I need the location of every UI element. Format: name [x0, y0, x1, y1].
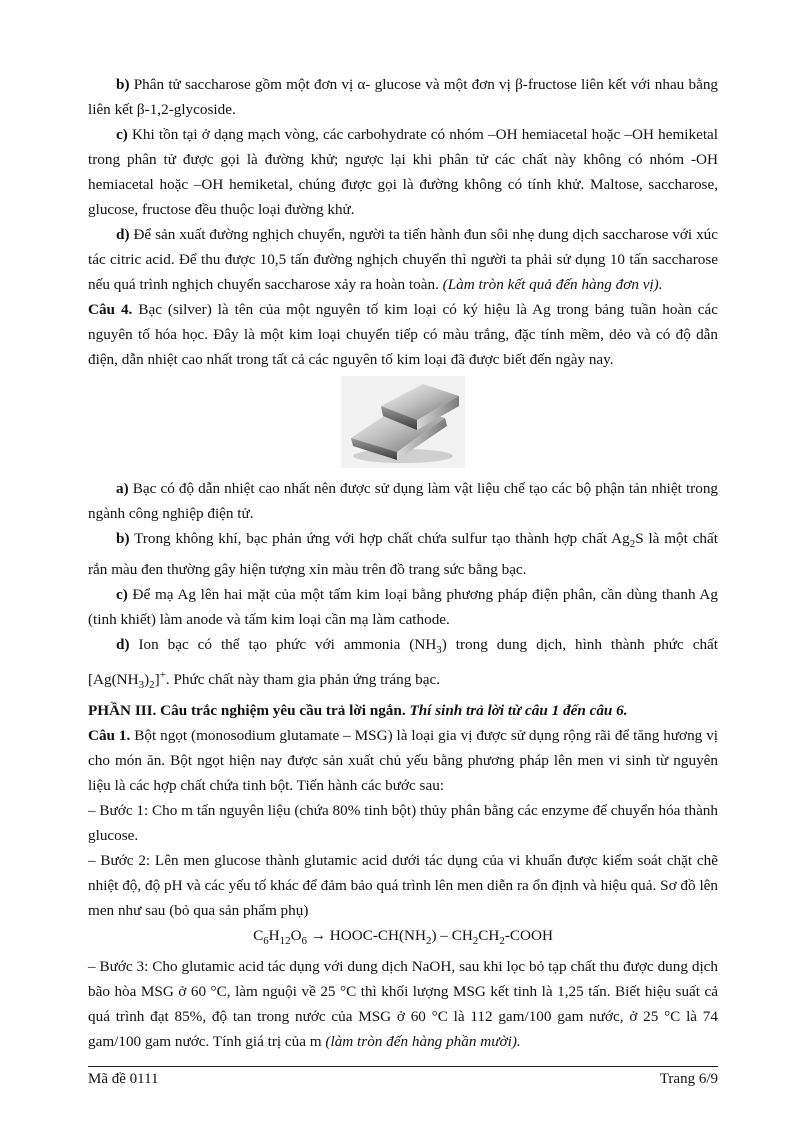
statement-4d: d) Ion bạc có thể tạo phức với ammonia $(NH_3)$ trong dung dịch, hình thành phức chất $[Ag(NH_3)_2]^+$. Phức chất này tham gia phản ứng tráng bạc. — [88, 636, 719, 692]
exam-code: Mã đề 0111 — [88, 1071, 159, 1087]
statement-3d: d) Để sản xuất đường nghịch chuyển, người ta tiến hành đun sôi nhẹ dung dịch saccharose với xúc tác citric acid. Để thu được 10,5 tấn đường nghịch chuyển thì người ta phải sử dụng 10 tấn saccharose nếu quá trình nghịch chuyển saccharose xảy ra hoàn toàn. (Làm tròn kết quả đến hàng đơn vị). — [88, 226, 719, 293]
part-3-heading: PHẦN III. Câu trắc nghiệm yêu cầu trả lời ngắn. Thí sinh trả lời từ câu 1 đến câu 6. — [88, 702, 628, 720]
statement-4c: c) Để mạ Ag lên hai mặt của một tấm kim loại bằng phương pháp điện phân, cần dùng thanh Ag (tinh khiết) làm anode và tấm kim loại cần mạ làm cathode. — [88, 586, 718, 629]
question-1-intro: Câu 1. Bột ngọt (monosodium glutamate – MSG) là loại gia vị được sử dụng rộng rãi để tăng hương vị cho món ăn. Bột ngọt hiện nay được sản xuất chủ yếu bằng phương pháp lên men vi sinh từ nguyên liệu là các hợp chất chứa tinh bột. Tiến hành các bước sau: — [88, 727, 719, 795]
fermentation-equation: $C_6H_{12}O_6$ → HOOC-$CH(NH_2)$ – $CH_2CH_2$-COOH — [253, 927, 553, 948]
page-footer — [88, 1071, 718, 1088]
page-content — [88, 72, 718, 1054]
question-4-intro: Câu 4. Bạc (silver) là tên của một nguyên tố kim loại có ký hiệu là Ag trong bảng tuần hoàn các nguyên tố hóa học. Đây là một kim loại chuyển tiếp có màu trắng, đặc tính mềm, dẻo và có độ dẫn điện, dẫn nhiệt cao nhất trong tất cả các nguyên tố kim loại đã được biết đến ngày nay. — [88, 301, 719, 368]
silver-bars-illustration — [341, 376, 465, 468]
statement-4b: b) Trong không khí, bạc phản ứng với hợp chất chứa sulfur tạo thành hợp chất $Ag_2S$ là một chất rắn màu đen thường gây hiện tượng xỉn màu trên đồ trang sức bằng bạc. — [88, 530, 718, 579]
question-1-step-1: – Bước 1: Cho m tấn nguyên liệu (chứa 80% tinh bột) thủy phân bằng các enzyme để chuyển hóa thành glucose. — [88, 802, 718, 845]
question-1-step-2: – Bước 2: Lên men glucose thành glutamic acid dưới tác dụng của vi khuẩn được kiểm soát chặt chẽ nhiệt độ, độ pH và các yếu tố khác để đảm bảo quá trình lên men diễn ra ổn định và hiệu quả. Sơ đồ lên men như sau (bỏ qua sản phẩm phụ) — [88, 852, 718, 920]
statement-3b: b) Phân tử saccharose gồm một đơn vị α- glucose và một đơn vị β-fructose liên kết với nhau bằng liên kết β-1,2-glycoside. — [88, 76, 719, 118]
statement-4a: a) Bạc có độ dẫn nhiệt cao nhất nên được sử dụng làm vật liệu chế tạo các bộ phận tản nhiệt trong ngành công nghiệp điện tử. — [88, 480, 719, 522]
footer-divider — [88, 1066, 718, 1067]
question-1-step-3: – Bước 3: Cho glutamic acid tác dụng với dung dịch NaOH, sau khi lọc bỏ tạp chất thu được dung dịch bão hòa MSG ở 60 °C, làm nguội về 25 °C thì khối lượng MSG kết tinh là 1,25 tấn. Biết hiệu suất cả quá trình đạt 85%, độ tan trong nước của MSG ở 60 °C là 112 gam/100 gam nước, ở 25 °C là 74 gam/100 gam nước. Tính giá trị của m (làm tròn đến hàng phần mười). — [88, 958, 718, 1051]
statement-3c: c) Khi tồn tại ở dạng mạch vòng, các carbohydrate có nhóm –OH hemiacetal hoặc –OH hemiketal trong phân tử được gọi là đường khử; ngược lại khi phân tử các chất này không có nhóm -OH hemiacetal hoặc –OH hemiketal, chúng được gọi là đường không có tính khử. Maltose, saccharose, glucose, fructose đều thuộc loại đường khử. — [88, 126, 718, 218]
silver-bars-image — [88, 376, 718, 468]
page-number: Trang 6/9 — [659, 1071, 718, 1087]
